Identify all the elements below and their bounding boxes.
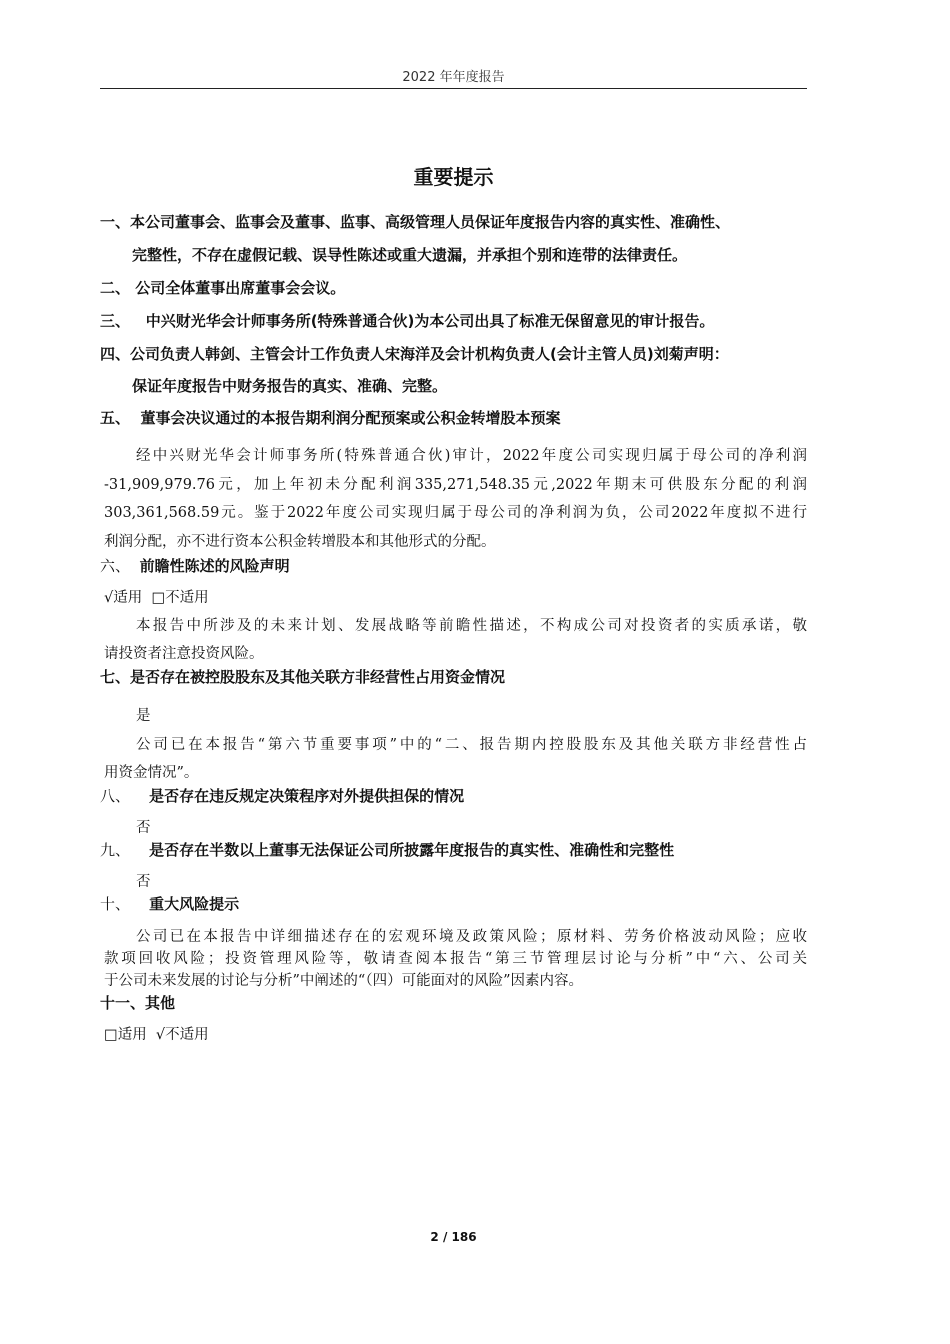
item-10-text: 重大风险提示 <box>149 895 240 913</box>
item-6 <box>100 556 290 576</box>
item-7 <box>100 667 505 687</box>
item-4-line1: 公司负责人韩剑、主管会计工作负责人宋海洋及会计机构负责人(会计主管人员)刘菊声明： <box>130 345 729 363</box>
item-5-body-line-3: 303,361,568.59元。鉴于2022年度公司实现归属于母公司的净利润为负，公司2022年度拟不进行 <box>104 505 807 521</box>
item-7-body-line-2: 用资金情况”。 <box>104 765 199 781</box>
item-8-text: 是否存在违反规定决策程序对外提供担保的情况 <box>149 787 465 805</box>
item-5-number: 五、 <box>100 409 131 427</box>
item-5-text: 董事会决议通过的本报告期利润分配预案或公积金转增股本预案 <box>140 409 561 427</box>
item-1-line2: 完整性，不存在虚假记载、误导性陈述或重大遗漏，并承担个别和连带的法律责任。 <box>132 246 688 264</box>
item-5-body-line-1: 经中兴财光华会计师事务所(特殊普通合伙)审计，2022年度公司实现归属于母公司的净利润 <box>136 448 807 464</box>
item-8 <box>100 786 464 806</box>
item-6-option: √适用 □不适用 <box>104 590 209 606</box>
item-6-body-line-1: 本报告中所涉及的未来计划、发展战略等前瞻性描述，不构成公司对投资者的实质承诺，敬 <box>136 618 807 634</box>
item-1-line1: 本公司董事会、监事会及董事、监事、高级管理人员保证年度报告内容的真实性、准确性、 <box>130 213 731 231</box>
item-8-number: 八、 <box>100 787 131 805</box>
page-title: 重要提示 <box>413 165 494 189</box>
item-5-body-line-2: -31,909,979.76元，加上年初未分配利润335,271,548.35元,2022年期末可供股东分配的利润 <box>104 477 807 493</box>
item-5 <box>100 408 560 428</box>
item-3-number: 三、 <box>100 312 131 330</box>
item-4 <box>100 344 729 364</box>
item-9 <box>100 840 674 860</box>
item-9-text: 是否存在半数以上董事无法保证公司所披露年度报告的真实性、准确性和完整性 <box>149 841 675 859</box>
item-11-number: 十一、 <box>100 994 146 1012</box>
item-9-answer: 否 <box>136 874 151 890</box>
item-8-answer: 否 <box>136 820 151 836</box>
item-2-number: 二、 <box>100 279 131 297</box>
item-7-answer: 是 <box>136 708 151 724</box>
item-4-number: 四、 <box>100 345 131 363</box>
page-number: 2 / 186 <box>430 1230 477 1244</box>
item-6-body-line-2: 请投资者注意投资风险。 <box>104 646 264 662</box>
item-11 <box>100 993 175 1013</box>
item-3 <box>100 311 714 331</box>
page-header: 2022 年年度报告 <box>402 70 505 85</box>
item-10 <box>100 894 239 914</box>
item-6-text: 前瞻性陈述的风险声明 <box>139 557 290 575</box>
item-10-number: 十、 <box>100 895 131 913</box>
item-1 <box>100 212 730 232</box>
item-2 <box>100 278 345 298</box>
item-1-number: 一、 <box>100 213 131 231</box>
item-10-body-line-3: 于公司未来发展的讨论与分析”中阐述的“（四）可能面对的风险”因素内容。 <box>104 973 583 989</box>
item-7-number: 七、 <box>100 668 131 686</box>
item-6-number: 六、 <box>100 557 131 575</box>
item-5-body-line-4: 利润分配，亦不进行资本公积金转增股本和其他形式的分配。 <box>104 534 496 550</box>
item-10-body-line-2: 款项回收风险；投资管理风险等，敬请查阅本报告“第三节管理层讨论与分析”中“六、公司关 <box>104 951 807 967</box>
item-7-text: 是否存在被控股股东及其他关联方非经营性占用资金情况 <box>130 668 506 686</box>
item-7-body-line-1: 公司已在本报告“第六节重要事项”中的“二、报告期内控股股东及其他关联方非经营性占 <box>136 737 807 753</box>
item-4-line2: 保证年度报告中财务报告的真实、准确、完整。 <box>132 377 448 395</box>
item-10-body-line-1: 公司已在本报告中详细描述存在的宏观环境及政策风险；原材料、劳务价格波动风险；应收 <box>136 929 807 945</box>
item-11-option: □适用 √不适用 <box>104 1027 209 1043</box>
item-11-text: 其他 <box>145 994 176 1012</box>
item-9-number: 九、 <box>100 841 131 859</box>
header-rule <box>100 88 807 89</box>
item-2-text: 公司全体董事出席董事会会议。 <box>135 279 346 297</box>
item-3-text: 中兴财光华会计师事务所(特殊普通合伙)为本公司出具了标准无保留意见的审计报告。 <box>145 312 715 330</box>
